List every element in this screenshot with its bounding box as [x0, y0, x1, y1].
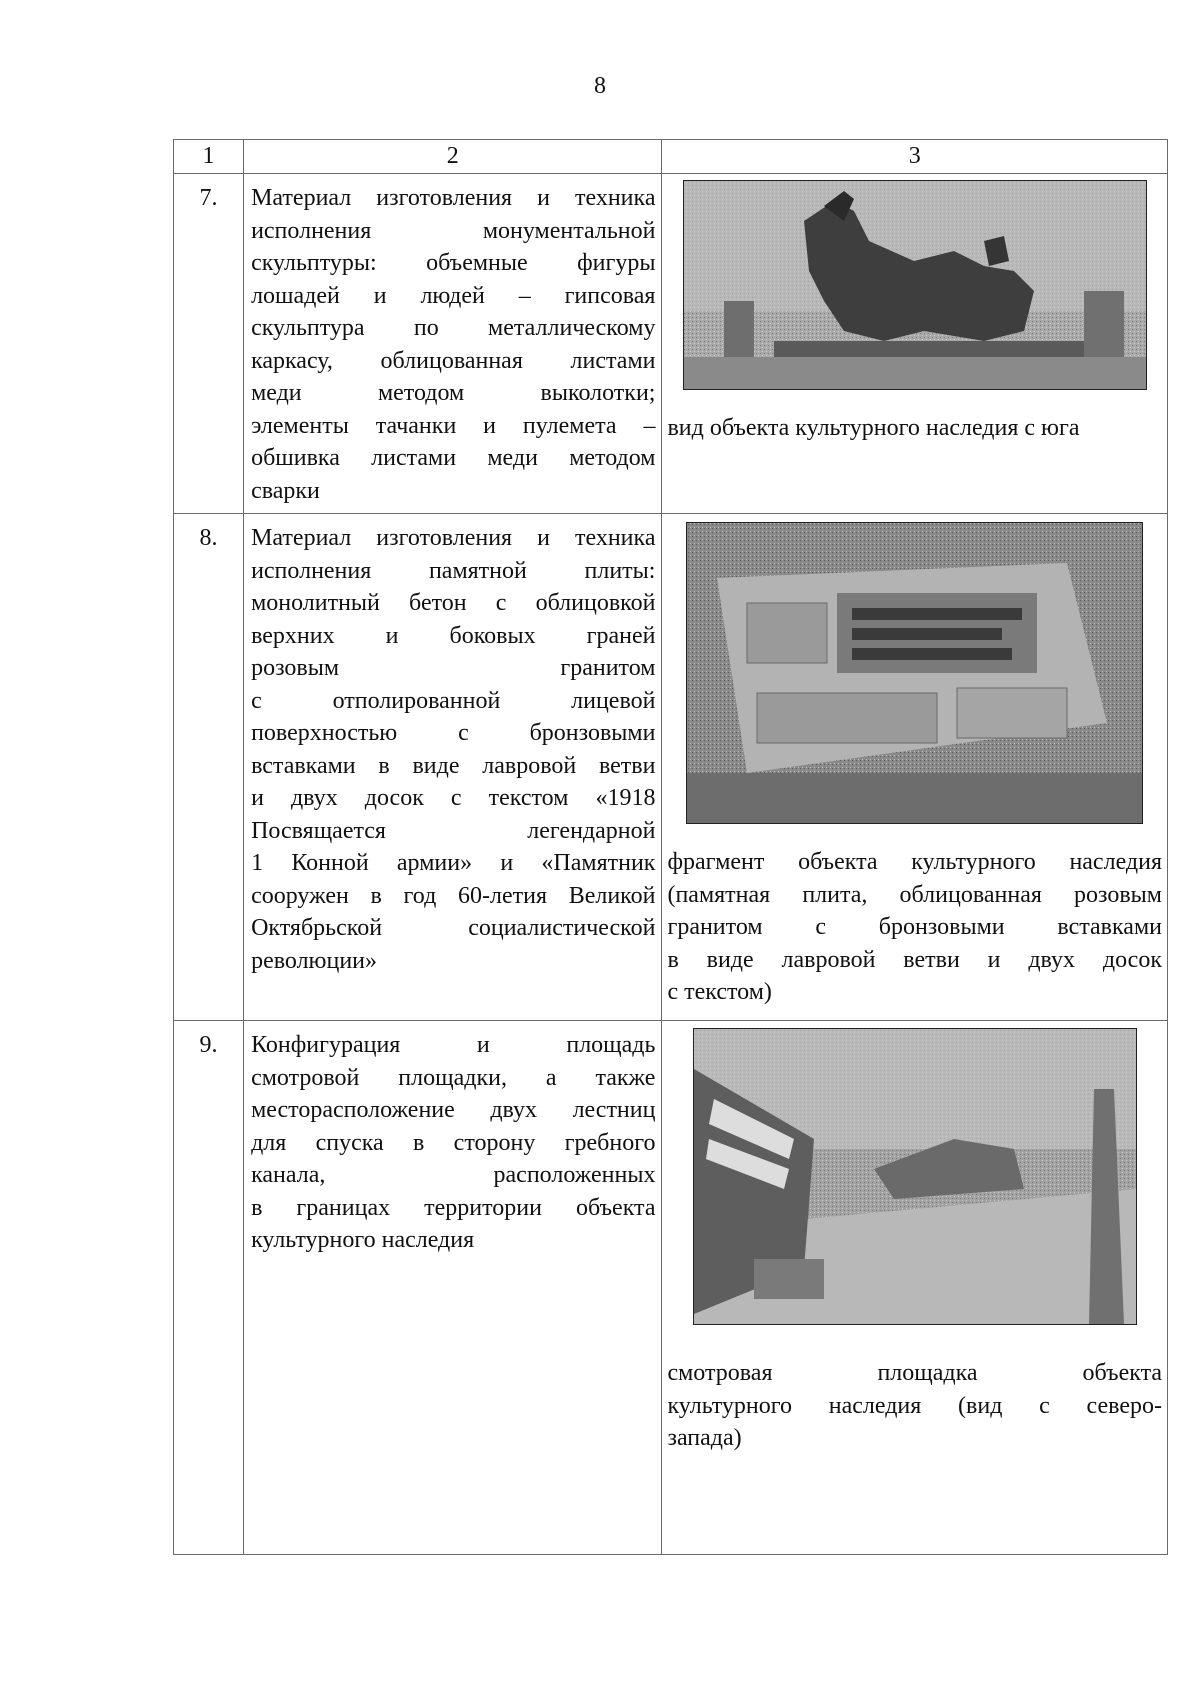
- desc-line: элементы тачанки и пулемета –: [251, 412, 656, 439]
- desc-line: поверхностью с бронзовыми: [251, 720, 656, 746]
- caption-line: культурного наследия (вид с северо-: [667, 1392, 1162, 1419]
- heritage-table: [173, 139, 1168, 1555]
- row-number: 9.: [174, 1021, 244, 1555]
- desc-line: меди методом выколотки;: [251, 380, 656, 406]
- caption-line: смотровая площадка объекта: [667, 1360, 1162, 1386]
- caption-line: (памятная плита, облицованная розовым: [667, 881, 1162, 908]
- desc-line: 1 Конной армии» и «Памятник: [251, 850, 656, 876]
- monument-photo: [683, 180, 1147, 390]
- table-row: [174, 174, 1168, 514]
- desc-line: Посвящается легендарной: [251, 817, 656, 844]
- table-header-row: [174, 140, 1168, 174]
- row-number: 7.: [174, 174, 244, 514]
- desc-line: обшивка листами меди методом: [251, 445, 656, 471]
- desc-line: монолитный бетон с облицовкой: [251, 590, 656, 616]
- row-description: [244, 174, 662, 514]
- desc-line: Октябрьской социалистической: [251, 915, 656, 941]
- desc-line: революции»: [251, 947, 378, 974]
- header-col-3: 3: [662, 140, 1168, 174]
- desc-line: лошадей и людей – гипсовая: [251, 282, 656, 309]
- caption-line: вид объекта культурного наследия с юга: [667, 415, 1080, 441]
- desc-line: Материал изготовления и техника: [251, 525, 656, 551]
- desc-line: верхних и боковых граней: [251, 622, 656, 649]
- desc-line: Конфигурация и площадь: [251, 1032, 656, 1058]
- desc-line: исполнения монументальной: [251, 217, 656, 244]
- desc-line: скульптура по металлическому: [251, 315, 656, 341]
- desc-line: для спуска в сторону гребного: [251, 1129, 656, 1156]
- row-caption: [667, 1357, 1162, 1455]
- platform-photo: [693, 1028, 1137, 1325]
- desc-line: с отполированной лицевой: [251, 687, 656, 714]
- row-photo-cell: [662, 174, 1168, 514]
- desc-line: смотровой площадки, а также: [251, 1064, 656, 1091]
- caption-line: фрагмент объекта культурного наследия: [667, 849, 1162, 875]
- desc-line: месторасположение двух лестниц: [251, 1097, 656, 1123]
- caption-line: гранитом с бронзовыми вставками: [667, 914, 1162, 940]
- desc-line: сооружен в год 60-летия Великой: [251, 882, 656, 909]
- desc-line: розовым гранитом: [251, 655, 656, 681]
- caption-line: запада): [667, 1425, 742, 1451]
- desc-line: канала, расположенных: [251, 1162, 656, 1188]
- plaque-photo: [686, 522, 1143, 824]
- desc-line: сварки: [251, 477, 320, 504]
- row-caption: [667, 846, 1162, 1009]
- desc-line: и двух досок с текстом «1918: [251, 785, 656, 811]
- desc-line: каркасу, облицованная листами: [251, 347, 656, 374]
- row-description: [244, 1021, 662, 1555]
- caption-line: с текстом): [667, 979, 772, 1005]
- page-number: 8: [594, 73, 606, 99]
- desc-line: в границах территории объекта: [251, 1194, 656, 1221]
- row-caption: [667, 412, 1162, 445]
- desc-line: культурного наследия: [251, 1227, 475, 1253]
- caption-line: в виде лавровой ветви и двух досок: [667, 946, 1162, 973]
- row-number: 8.: [174, 514, 244, 1021]
- table-row: [174, 1021, 1168, 1555]
- row-photo-cell: [662, 514, 1168, 1021]
- desc-line: скульптуры: объемные фигуры: [251, 250, 656, 276]
- row-description: [244, 514, 662, 1021]
- table-row: [174, 514, 1168, 1021]
- desc-line: вставками в виде лавровой ветви: [251, 752, 656, 779]
- desc-line: Материал изготовления и техника: [251, 185, 656, 211]
- header-col-2: 2: [244, 140, 662, 174]
- desc-line: исполнения памятной плиты:: [251, 557, 656, 584]
- header-col-1: 1: [174, 140, 244, 174]
- row-photo-cell: [662, 1021, 1168, 1555]
